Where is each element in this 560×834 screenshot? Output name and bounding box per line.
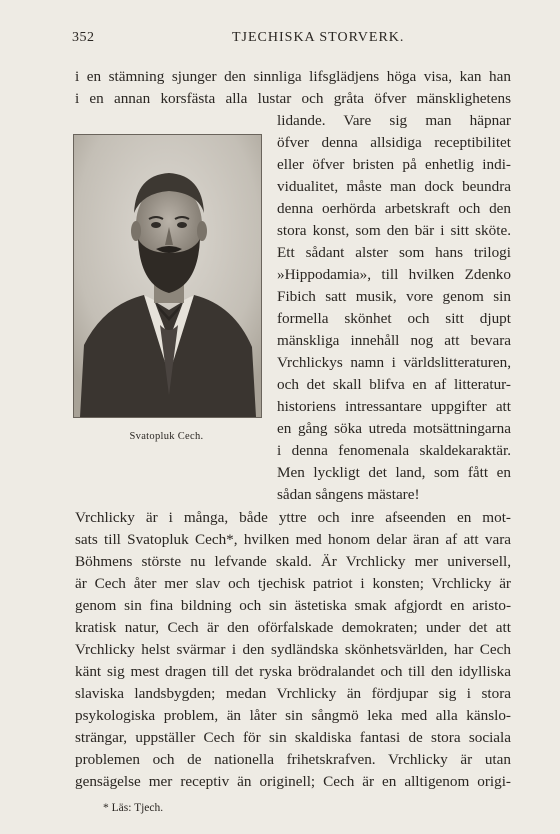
portrait-image [73, 134, 262, 418]
text-line: Böhmens störste nu lefvande skald. Är Vrchlicky mer universell, [75, 553, 511, 570]
text-line: denna oerhörda arbetskraft och den [277, 200, 511, 217]
text-line: slaviska landsbygden; medan Vrchlicky än fördjupar sig i stora [75, 685, 511, 702]
running-title: TJECHISKA STORVERK. [232, 30, 405, 45]
text-line: Vrchlickys namn i världslitteraturen, [277, 354, 511, 371]
text-line: öfver denna allsidiga receptibilitet [277, 134, 511, 151]
portrait-illustration [74, 135, 261, 417]
text-line: en gång söka utreda motsättningarna [277, 420, 511, 437]
text-line: och det skall blifva en af litteratur- [277, 376, 511, 393]
text-line: psykologiska problem, än låter sin sångmö leka med alla känslo- [75, 707, 511, 724]
running-header [72, 22, 510, 44]
portrait-caption: Svatopluk Cech. [129, 431, 204, 442]
footnote: * Läs: Tjech. [103, 802, 164, 814]
text-line: sådan sångens mästare! [277, 486, 420, 503]
text-line: problemen och de nationella frihetskrafven. Vrchlicky är utan [75, 751, 511, 768]
text-line: formella skönhet och sitt djupt [277, 310, 511, 327]
text-line: vidualitet, måste man dock beundra [277, 178, 511, 195]
text-line: gensägelse mer receptiv än originell; Cech är en alltigenom origi- [75, 773, 511, 790]
text-line: Vrchlicky helst svärmar i den sydländska skönhetsvärlden, har Cech [75, 641, 511, 658]
text-line: Vrchlicky är i många, både yttre och inre afseenden en mot- [75, 509, 511, 526]
text-line: strängar, uppställer Cech för sin skaldiska fantasi de stora sociala [75, 729, 511, 746]
text-line: i denna fenomenala skaldekaraktär. [277, 442, 511, 459]
text-line: historiens intressantare uppgifter att [277, 398, 511, 415]
text-line: är Cech åter mer slav och tjechisk patriot i konsten; Vrchlicky är [75, 575, 511, 592]
text-line: lidande. Vare sig man häpnar [277, 112, 511, 129]
text-line: kratisk natur, Cech är den oförfalskade demokraten; under det att [75, 619, 511, 636]
text-line: Men lyckligt det land, som fått en [277, 464, 511, 481]
text-line: »Hippodamia», till hvilken Zdenko [277, 266, 511, 283]
text-line: Fibich satt musik, vore genom sin [277, 288, 511, 305]
text-line: genom sin fina bildning och sin ästetiska smak afgjordt en aristo- [75, 597, 511, 614]
text-line: sats till Svatopluk Cech*, hvilken med honom delar äran af att vara [75, 531, 511, 548]
text-line: i en stämning sjunger den sinnliga lifsglädjens höga visa, kan han [75, 68, 511, 85]
text-line: mänskliga innehåll nog att bevara [277, 332, 511, 349]
page-number: 352 [72, 30, 95, 45]
text-line: eller öfver bristen på enhetlig indi- [277, 156, 511, 173]
text-line: stora konst, som den bär i sitt sköte. [277, 222, 511, 239]
text-line: känt sig mest dragen till det ryska brödralandet och till den idylliska [75, 663, 511, 680]
text-line: Ett sådant alster som hans trilogi [277, 244, 511, 261]
text-line: i en annan korsfästa alla lustar och gråta öfver mänsklighetens [75, 90, 511, 107]
